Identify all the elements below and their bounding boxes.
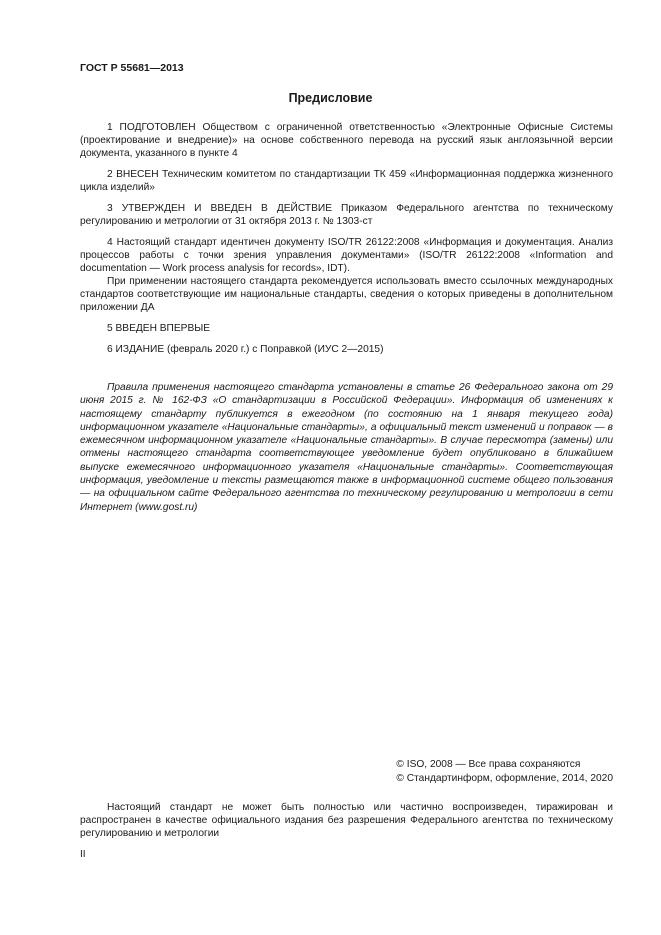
copyright-iso: © ISO, 2008 — Все права сохраняются (396, 759, 581, 770)
preface-item-4: 4 Настоящий стандарт идентичен документу ISO/TR 26122:2008 «Информация и документация. Анализ процессов работы с точки зрения управления документами» (ISO/TR 26122:2008 «Information and documentation — Work process analysis for records», IDT). (80, 237, 613, 274)
preface-title: Предисловие (288, 91, 373, 105)
copyright-standartinform: © Стандартинформ, оформление, 2014, 2020 (396, 773, 613, 784)
reproduction-notice: Настоящий стандарт не может быть полностью или частично воспроизведен, тиражирован и распространен в качестве официального издания без разрешения Федерального агентства по техническому регулированию и метрологии (80, 802, 613, 839)
preface-item-6: 6 ИЗДАНИЕ (февраль 2020 г.) с Поправкой (ИУС 2—2015) (107, 344, 384, 355)
preface-item-2: 2 ВНЕСЕН Техническим комитетом по стандартизации ТК 459 «Информационная поддержка жизненного цикла изделий» (80, 169, 613, 193)
document-code: ГОСТ Р 55681—2013 (80, 62, 184, 74)
page-number: II (80, 849, 86, 860)
preface-body (80, 121, 613, 356)
preface-item-4-note: При применении настоящего стандарта рекомендуется использовать вместо ссылочных международных стандартов соответствующие им национальные стандарты, сведения о которых приведены в дополнительном приложении ДА (80, 276, 613, 313)
preface-item-3: 3 УТВЕРЖДЕН И ВВЕДЕН В ДЕЙСТВИЕ Приказом Федерального агентства по техническому регулированию и метрологии от 31 октября 2013 г. № 1303-ст (80, 203, 613, 227)
preface-item-1: 1 ПОДГОТОВЛЕН Обществом с ограниченной ответственностью «Электронные Офисные Системы (проектирование и внедрение)» на основе собственного перевода на русский язык англоязычной версии документа, указанного в пункте 4 (80, 122, 613, 159)
preface-item-5: 5 ВВЕДЕН ВПЕРВЫЕ (107, 323, 211, 334)
application-rules-notice: Правила применения настоящего стандарта установлены в статье 26 Федерального закона от 29 июня 2015 г. № 162-ФЗ «О стандартизации в Российской Федерации». Информация об изменениях к настоящему стандарту публикуется в ежегодном (по состоянию на 1 января текущего года) информационном указателе «Национальные стандарты», а официальный текст изменений и поправок — в ежемесячном информационном указателе «Национальные стандарты». В случае пересмотра (замены) или отмены настоящего стандарта соответствующее уведомление будет опубликовано в ближайшем выпуске ежемесячного информационного указателя «Национальные стандарты». Соответствующая информация, уведомление и тексты размещаются также в информационной системе общего пользования — на официальном сайте Федерального агентства по техническому регулированию и метрологии в сети Интернет (www.gost.ru) (80, 382, 613, 513)
copyright-block (396, 758, 613, 786)
